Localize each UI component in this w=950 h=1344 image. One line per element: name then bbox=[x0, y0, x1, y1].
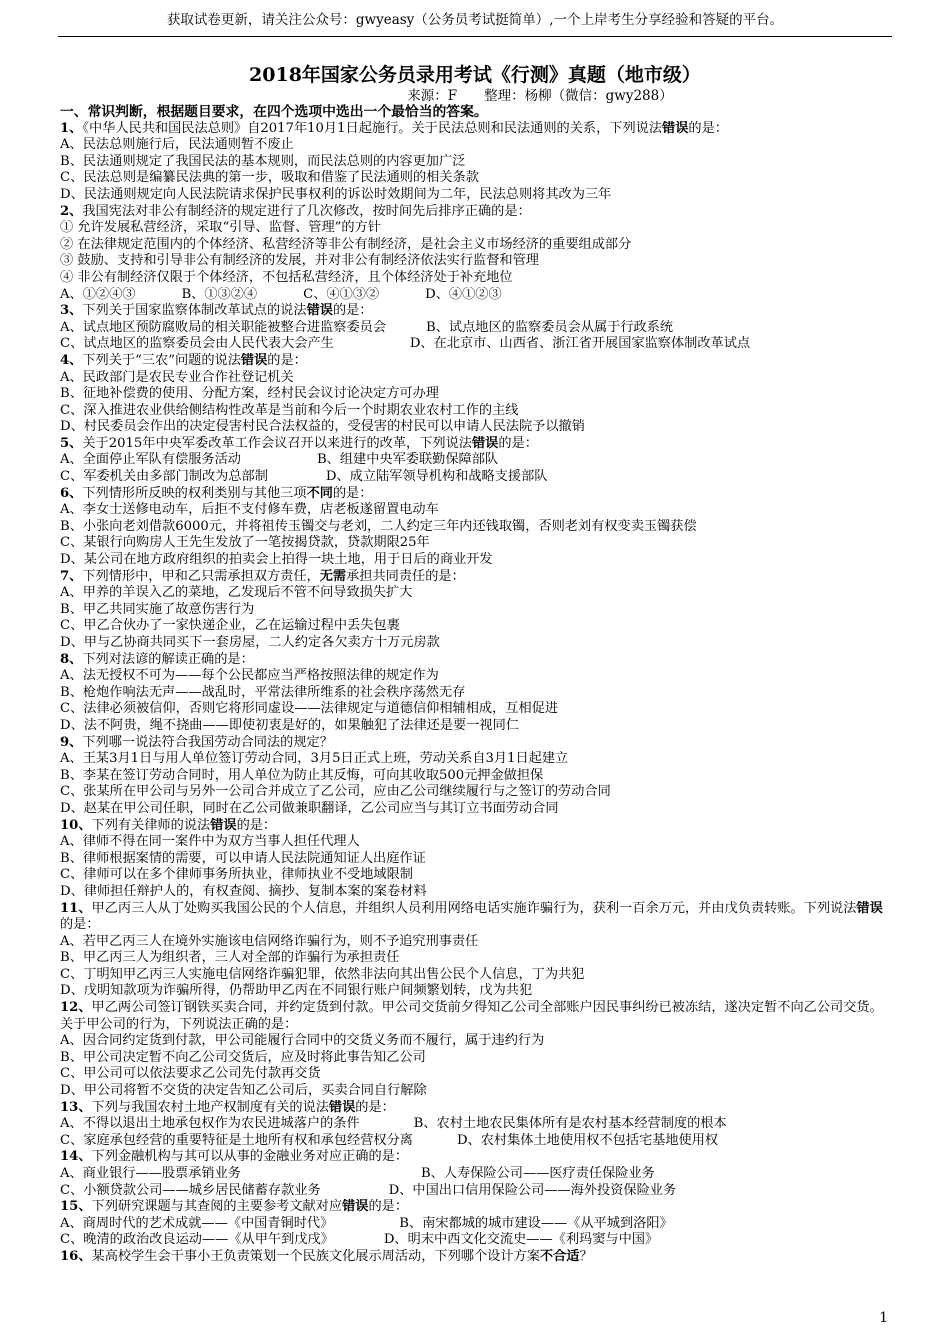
source-line: 来源：F 整理：杨柳（微信：gwy288） bbox=[407, 88, 673, 104]
option-row bbox=[60, 1133, 892, 1150]
question-stem bbox=[60, 303, 892, 320]
question-emphasis: 错误 bbox=[856, 900, 883, 916]
question-number: 3、 bbox=[60, 303, 83, 319]
option-row bbox=[60, 1232, 892, 1249]
question-emphasis: 错误 bbox=[210, 817, 237, 833]
answer-option: B、甲公司决定暂不向乙公司交货后，应及时将此事告知乙公司 bbox=[60, 1049, 426, 1065]
answer-option: D、戊明知款项为诈骗所得，仍帮助甲乙丙在不同银行账户间频繁划转，戊为共犯 bbox=[60, 983, 533, 999]
answer-option: B、人寿保险公司——医疗责任保险业务 bbox=[420, 1166, 655, 1181]
answer-option: C、甲乙合伙办了一家快递企业，乙在运输过程中丢失包裹 bbox=[60, 618, 400, 634]
question-text: 我国宪法对非公有制经济的规定进行了几次修改，按时间先后排序正确的是： bbox=[82, 203, 531, 219]
answer-option: A、商周时代的艺术成就——《中国青铜时代》 bbox=[60, 1215, 334, 1231]
question-emphasis: 错误 bbox=[328, 1099, 356, 1115]
question-text: 关于2015年中央军委改革工作会议召开以来进行的改革，下列说法 bbox=[82, 435, 472, 451]
question-number: 2、 bbox=[60, 203, 83, 219]
answer-option: A、民政部门是农民专业合作社登记机关 bbox=[60, 369, 294, 385]
answer-option: D、赵某在甲公司任职，同时在乙公司做兼职翻译，乙公司应当与其订立书面劳动合同 bbox=[60, 800, 559, 816]
answer-option: C、张某所在甲公司与另外一公司合并成立了乙公司，应由乙公司继续履行与之签订的劳动合同 bbox=[60, 784, 611, 800]
answer-option: D、律师担任辩护人的，有权查阅、摘抄、复制本案的案卷材料 bbox=[60, 883, 427, 899]
question-number: 6、 bbox=[60, 485, 83, 501]
statement-item: ① 允许发展私营经济，采取“引导、监督、管理”的方针 bbox=[60, 220, 381, 236]
question-emphasis: 不合适 bbox=[539, 1248, 580, 1264]
exam-content bbox=[60, 104, 892, 1266]
statement-item: ② 在法律规定范围内的个体经济、私营经济等非公有制经济，是社会主义市场经济的重要组成部分 bbox=[60, 236, 632, 252]
question-text-end: 的是： bbox=[60, 917, 100, 933]
question-emphasis: 错误 bbox=[662, 120, 689, 136]
answer-option: B、甲乙共同实施了故意伤害行为 bbox=[60, 601, 255, 617]
question-text: 甲乙两公司签订钢铁买卖合同，并约定货到付款。甲公司交货前夕得知乙公司全部账户因民事纠纷已被冻结，遂决定暂不向乙公司交货。关于甲公司的行为，下列说法正确的是： bbox=[60, 1000, 883, 1032]
statement-item: ④ 非公有制经济仅限于个体经济，不包括私营经济，且个体经济处于补充地位 bbox=[60, 269, 513, 285]
question-stem bbox=[60, 901, 892, 934]
answer-option: D、④①②③ bbox=[425, 286, 502, 302]
answer-option: A、若甲乙丙三人在境外实施该电信网络诈骗行为，则不予追究刑事责任 bbox=[60, 933, 479, 949]
question-stem bbox=[60, 1249, 892, 1266]
option-row bbox=[60, 287, 892, 304]
question-number: 11、 bbox=[60, 900, 92, 916]
question-emphasis: 不同 bbox=[306, 485, 333, 501]
question-text: 下列关于国家监察体制改革试点的说法 bbox=[82, 303, 307, 319]
question-text: 甲乙丙三人从丁处购买我国公民的个人信息，并组织人员利用网络电话实施诈骗行为，获利一百余万元，并由戊负责转账。下列说法 bbox=[91, 900, 857, 916]
answer-option: C、法律必须被信仰，否则它将形同虚设——法律规定与道德信仰相辅相成，互相促进 bbox=[60, 701, 559, 717]
answer-option: D、民法通则规定向人民法院请求保护民事权利的诉讼时效期间为二年，民法总则将其改为三年 bbox=[60, 186, 612, 202]
option-row bbox=[60, 452, 892, 469]
question-text-end: 的是： bbox=[688, 120, 728, 136]
answer-option: A、王某3月1日与用人单位签订劳动合同，3月5日正式上班，劳动关系自3月1日起建立 bbox=[60, 751, 569, 767]
question-text-end: 承担共同责任的是： bbox=[346, 568, 465, 584]
answer-option: C、试点地区的监察委员会由人民代表大会产生 bbox=[60, 336, 334, 352]
question-number: 1、 bbox=[60, 120, 83, 136]
question-text-end: 的是： bbox=[267, 352, 307, 368]
answer-option: C、④①③② bbox=[303, 286, 380, 302]
answer-option: B、组建中央军委联勤保障部队 bbox=[316, 452, 499, 468]
question-stem bbox=[60, 652, 892, 669]
answer-option: B、甲乙丙三人为组织者，三人对全部的诈骗行为承担责任 bbox=[60, 950, 400, 966]
answer-option: B、南宋都城的城市建设——《从平城到洛阳》 bbox=[399, 1215, 673, 1231]
answer-option: D、甲与乙协商共同买下一套房屋，二人约定各欠卖方十万元房款 bbox=[60, 635, 440, 650]
question-emphasis: 错误 bbox=[342, 1199, 369, 1215]
answer-option: C、民法总则是编纂民法典的第一步，吸取和借鉴了民法通则的相关条款 bbox=[60, 170, 479, 186]
question-text: 下列有关律师的说法 bbox=[91, 817, 211, 833]
answer-option: A、不得以退出土地承包权作为农民进城落户的条件 bbox=[60, 1116, 360, 1132]
question-text: 下列金融机构与其可以从事的金融业务对应正确的是： bbox=[91, 1149, 409, 1165]
question-stem bbox=[60, 353, 892, 370]
page-title: 2018年国家公务员录用考试《行测》真题（地市级） bbox=[249, 64, 701, 86]
header-divider bbox=[58, 36, 892, 37]
answer-option: B、律师根据案情的需要，可以申请人民法院通知证人出庭作证 bbox=[60, 850, 426, 866]
question-stem bbox=[60, 204, 892, 221]
question-number: 9、 bbox=[60, 734, 83, 750]
answer-option: D、中国出口信用保险公司——海外投资保险业务 bbox=[388, 1182, 677, 1198]
answer-option: D、明末中西文化交流史——《利玛窦与中国》 bbox=[383, 1232, 659, 1248]
question-text-end: 的是： bbox=[332, 303, 373, 319]
question-emphasis: 无需 bbox=[319, 568, 347, 584]
answer-option: B、农村土地农民集体所有是农村基本经营制度的根本 bbox=[413, 1116, 727, 1132]
question-number: 8、 bbox=[60, 651, 83, 667]
question-text: 下列哪一说法符合我国劳动合同法的规定？ bbox=[82, 734, 333, 750]
answer-option: A、甲养的羊误入乙的菜地，乙发现后不管不问导致损失扩大 bbox=[60, 585, 413, 601]
question-stem bbox=[60, 1199, 892, 1216]
answer-option: D、村民委员会作出的决定侵害村民合法权益的，受侵害的村民可以申请人民法院予以撤销 bbox=[60, 419, 585, 435]
answer-option: D、在北京市、山西省、浙江省开展国家监察体制改革试点 bbox=[409, 336, 751, 352]
option-row bbox=[60, 1216, 892, 1233]
answer-option: A、①②④③ bbox=[60, 286, 136, 302]
option-row bbox=[60, 1116, 892, 1133]
answer-option: D、甲公司将暂不交货的决定告知乙公司后，买卖合同自行解除 bbox=[60, 1083, 427, 1099]
question-stem bbox=[60, 1149, 892, 1166]
option-row bbox=[60, 320, 892, 337]
answer-option: A、全面停止军队有偿服务活动 bbox=[60, 452, 241, 468]
option-row bbox=[60, 1166, 892, 1183]
answer-option: C、深入推进农业供给侧结构性改革是当前和今后一个时期农业农村工作的主线 bbox=[60, 402, 519, 418]
question-text: 下列与我国农村土地产权制度有关的说法 bbox=[91, 1099, 329, 1115]
question-text-end: 的是： bbox=[332, 485, 373, 501]
question-text-end: ？ bbox=[579, 1248, 593, 1264]
question-number: 7、 bbox=[60, 568, 83, 584]
answer-option: C、小额贷款公司——城乡居民储蓄存款业务 bbox=[60, 1182, 321, 1198]
answer-option: A、民法总则施行后，民法通则暂不废止 bbox=[60, 137, 294, 153]
question-emphasis: 错误 bbox=[306, 303, 333, 319]
answer-option: C、军委机关由多部门制改为总部制 bbox=[60, 469, 268, 485]
question-text: 下列关于“三农”问题的说法 bbox=[82, 352, 241, 368]
question-text-end: 的是： bbox=[498, 435, 538, 451]
answer-option: A、试点地区预防腐败局的相关职能被整合进监察委员会 bbox=[60, 319, 387, 335]
answer-option: D、法不阿贵，绳不挠曲——即使初衷是好的，如果触犯了法律还是要一视同仁 bbox=[60, 717, 519, 733]
question-number: 4、 bbox=[60, 352, 83, 368]
question-number: 12、 bbox=[60, 1000, 92, 1016]
question-text: 下列情形中，甲和乙只需承担双方责任， bbox=[82, 568, 320, 584]
question-stem bbox=[60, 569, 892, 586]
question-stem bbox=[60, 1000, 892, 1033]
answer-option: D、农村集体土地使用权不包括宅基地使用权 bbox=[456, 1132, 719, 1148]
question-text: 某高校学生会干事小王负责策划一个民族文化展示周活动，下列哪个设计方案 bbox=[91, 1248, 540, 1264]
answer-option: C、某银行向购房人王先生发放了一笔按揭贷款，贷款期限25年 bbox=[60, 535, 430, 551]
question-text: 下列研究课题与其查阅的主要参考文献对应 bbox=[91, 1199, 343, 1215]
page-number: 1 bbox=[879, 1310, 888, 1326]
answer-option: C、丁明知甲乙丙三人实施电信网络诈骗犯罪，依然非法向其出售公民个人信息，丁为共犯 bbox=[60, 966, 585, 982]
answer-option: B、征地补偿费的使用、分配方案，经村民会议讨论决定方可办理 bbox=[60, 386, 439, 402]
question-stem bbox=[60, 436, 892, 453]
question-stem bbox=[60, 121, 892, 138]
question-number: 13、 bbox=[60, 1099, 92, 1115]
answer-option: B、枪炮作响法无声——战乱时，平常法律所维系的社会秩序荡然无存 bbox=[60, 684, 466, 700]
answer-option: C、甲公司可以依法要求乙公司先付款再交货 bbox=[60, 1066, 321, 1082]
question-stem bbox=[60, 735, 892, 752]
answer-option: C、晚清的政治改良运动——《从甲午到戊戌》 bbox=[60, 1232, 334, 1248]
answer-option: A、商业银行——股票承销业务 bbox=[60, 1166, 241, 1181]
page-header-notice: 获取试卷更新，请关注公众号：gwyeasy（公务员考试挺简单）,一个上岸考生分享经验和答疑的平台。 bbox=[166, 12, 784, 28]
question-number: 16、 bbox=[60, 1248, 92, 1264]
option-row bbox=[60, 469, 892, 486]
question-stem bbox=[60, 1100, 892, 1117]
question-text: 《中华人民共和国民法总则》自2017年10月1日起施行。关于民法总则和民法通则的关系，下列说法 bbox=[82, 120, 663, 136]
question-number: 5、 bbox=[60, 435, 83, 451]
question-number: 10、 bbox=[60, 817, 92, 833]
question-emphasis: 错误 bbox=[240, 352, 268, 368]
answer-option: B、①③②④ bbox=[181, 286, 258, 302]
answer-option: B、李某在签订劳动合同时，用人单位为防止其反悔，可向其收取500元押金做担保 bbox=[60, 767, 544, 783]
answer-option: A、李女士送修电动车，后拒不支付修车费，店老板遂留置电动车 bbox=[60, 502, 439, 518]
answer-option: D、某公司在地方政府组织的拍卖会上拍得一块土地，用于日后的商业开发 bbox=[60, 552, 493, 568]
question-text-end: 的是： bbox=[355, 1099, 395, 1115]
option-row bbox=[60, 336, 892, 353]
question-emphasis: 错误 bbox=[472, 435, 499, 451]
question-text: 下列情形所反映的权利类别与其他三项 bbox=[82, 485, 307, 501]
statement-item: ③ 鼓励、支持和引导非公有制经济的发展，并对非公有制经济依法实行监督和管理 bbox=[60, 253, 539, 269]
question-number: 14、 bbox=[60, 1149, 92, 1165]
question-text-end: 的是： bbox=[368, 1199, 409, 1215]
question-stem bbox=[60, 818, 892, 835]
answer-option: A、因合同约定货到付款，甲公司能履行合同中的交货义务而不履行，属于违约行为 bbox=[60, 1033, 545, 1049]
answer-option: C、家庭承包经营的重要特征是土地所有权和承包经营权分离 bbox=[60, 1132, 413, 1148]
answer-option: A、法无授权不可为——每个公民都应当严格按照法律的规定作为 bbox=[60, 668, 439, 684]
question-text: 下列对法谚的解读正确的是： bbox=[82, 651, 254, 667]
option-row bbox=[60, 1183, 892, 1200]
question-number: 15、 bbox=[60, 1199, 92, 1215]
question-text-end: 的是： bbox=[236, 817, 277, 833]
answer-option: A、律师不得在同一案件中为双方当事人担任代理人 bbox=[60, 834, 360, 850]
answer-option: B、小张向老刘借款6000元，并将祖传玉镯交与老刘，二人约定三年内还钱取镯，否则老刘有权变卖玉镯获偿 bbox=[60, 518, 697, 534]
answer-option: D、成立陆军领导机构和战略支援部队 bbox=[325, 469, 548, 485]
question-stem bbox=[60, 486, 892, 503]
answer-option: B、试点地区的监察委员会从属于行政系统 bbox=[426, 319, 674, 335]
answer-option: C、律师可以在多个律师事务所执业，律师执业不受地域限制 bbox=[60, 867, 413, 883]
answer-option: B、民法通则规定了我国民法的基本规则，而民法总则的内容更加广泛 bbox=[60, 153, 466, 169]
section-heading: 一、常识判断，根据题目要求，在四个选项中选出一个最恰当的答案。 bbox=[60, 104, 488, 120]
